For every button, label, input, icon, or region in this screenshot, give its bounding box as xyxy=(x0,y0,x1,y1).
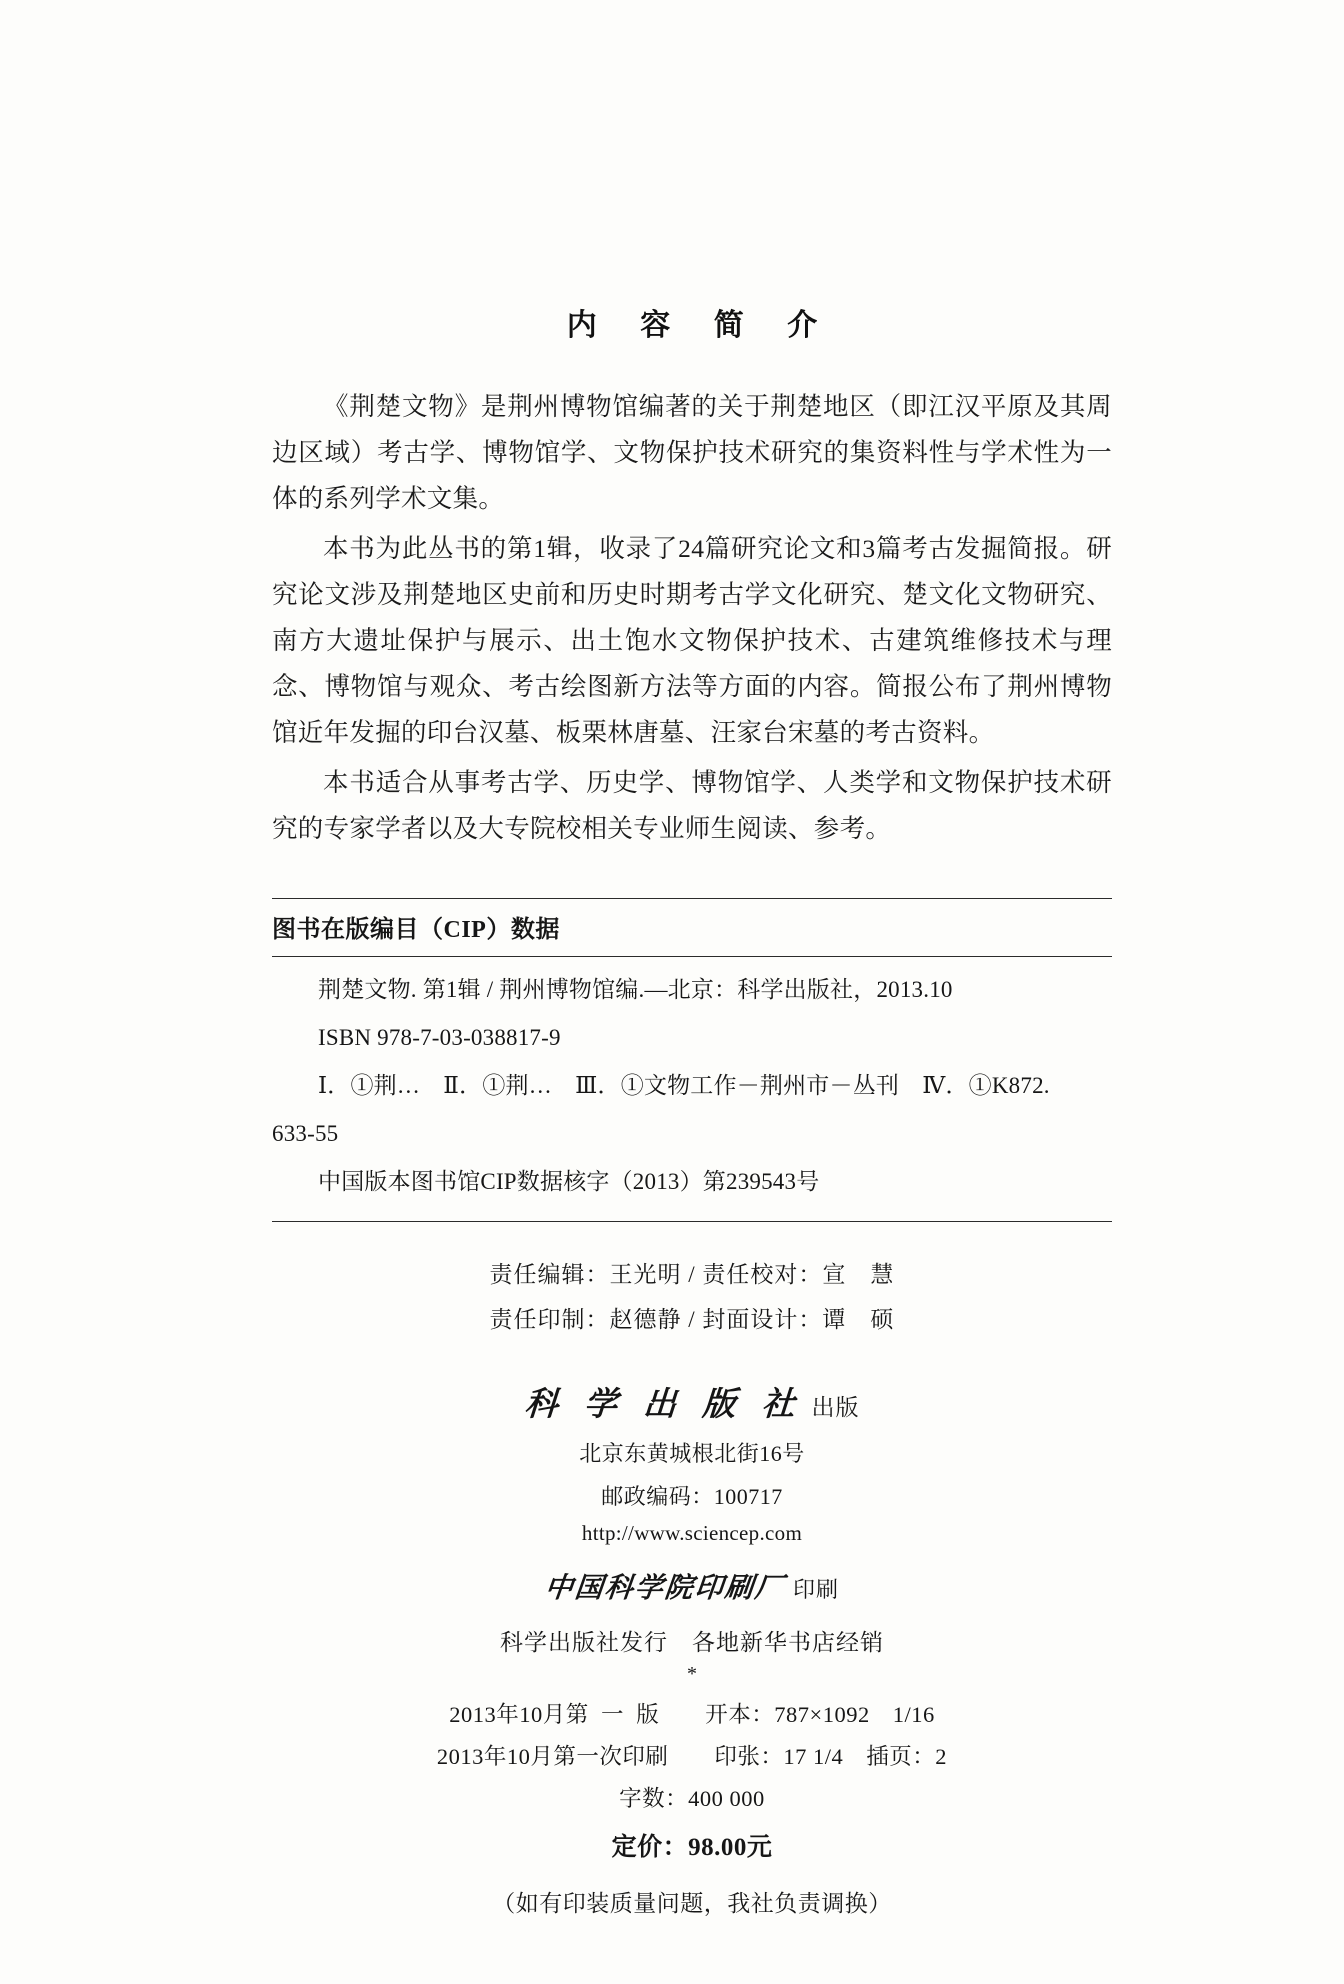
cip-line-classification-cont: 633-55 xyxy=(272,1121,339,1146)
price-label: 定价：98.00元 xyxy=(611,1834,773,1861)
cip-line-registry: 中国版本图书馆CIP数据核字（2013）第239543号 xyxy=(318,1169,820,1194)
intro-paragraph-2: 本书为此丛书的第1辑，收录了24篇研究论文和3篇考古发掘简报。研究论文涉及荆楚地区史前和历史时期考古学文化研究、楚文化文物研究、南方大遗址保护与展示、出土饱水文物保护技术、古建筑维修技术与理念、博物馆与观众、考古绘图新方法等方面的内容。简报公布了荆州博物馆近年发掘的印台汉墓、板栗林唐墓、汪家台宋墓的考古资料。 xyxy=(272,534,1112,747)
intro-paragraph-3: 本书适合从事考古学、历史学、博物馆学、人类学和文物保护技术研究的专家学者以及大专院校相关专业师生阅读、参考。 xyxy=(272,768,1112,843)
credits-editor-line: 责任编辑：王光明 / 责任校对：宣 慧 xyxy=(489,1262,895,1287)
printer-suffix: 印刷 xyxy=(793,1577,840,1602)
publisher-suffix: 出版 xyxy=(811,1395,860,1420)
cip-heading: 图书在版编目（CIP）数据 xyxy=(272,917,560,943)
cip-line-title: 荆楚文物. 第1辑 / 荆州博物馆编.—北京：科学出版社，2013.10 xyxy=(318,977,953,1002)
specs-edition-row: 2013年10月第 一 版 开本：787×1092 1/16 xyxy=(449,1702,935,1727)
publisher-postcode: 邮政编码：100717 xyxy=(601,1484,783,1509)
publisher-line xyxy=(272,1378,1112,1425)
publisher-name: 科 学 出 版 社 xyxy=(522,1387,805,1423)
separator-asterisk: * xyxy=(687,1663,697,1685)
cip-bottom-rule xyxy=(272,1221,1112,1222)
introduction-section xyxy=(272,384,1112,852)
publisher-address: 北京东黄城根北街16号 xyxy=(579,1441,805,1466)
specs-section xyxy=(272,1697,1112,1918)
cip-body xyxy=(272,957,1112,1221)
specs-printing-row: 2013年10月第一次印刷 印张：17 1/4 插页：2 xyxy=(436,1744,948,1769)
cip-line-isbn: ISBN 978-7-03-038817-9 xyxy=(318,1025,561,1050)
specs-wordcount-row: 字数：400 000 xyxy=(619,1786,765,1811)
cip-line-classification: Ⅰ．①荆… Ⅱ．①荆… Ⅲ．①文物工作－荆州市－丛刊 Ⅳ．①K872. xyxy=(318,1073,1050,1098)
quality-note: （如有印装质量问题，我社负责调换） xyxy=(492,1891,892,1916)
distribution-line: 科学出版社发行 各地新华书店经销 xyxy=(500,1630,884,1655)
credits-production-line: 责任印制：赵德静 / 封面设计：谭 硕 xyxy=(489,1307,895,1332)
cip-section xyxy=(272,898,1112,1222)
credits-section xyxy=(272,1256,1112,1334)
printer-line xyxy=(272,1566,1112,1606)
copyright-page-content xyxy=(272,300,1112,1918)
printer-name: 中国科学院印刷厂 xyxy=(543,1573,787,1604)
publisher-section xyxy=(272,1378,1112,1683)
publisher-url[interactable]: http://www.sciencep.com xyxy=(581,1521,803,1545)
page-title: 内 容 简 介 xyxy=(566,309,836,342)
intro-paragraph-1: 《荆楚文物》是荆州博物馆编著的关于荆楚地区（即江汉平原及其周边区域）考古学、博物馆学、文物保护技术研究的集资料性与学术性为一体的系列学术文集。 xyxy=(272,392,1112,513)
